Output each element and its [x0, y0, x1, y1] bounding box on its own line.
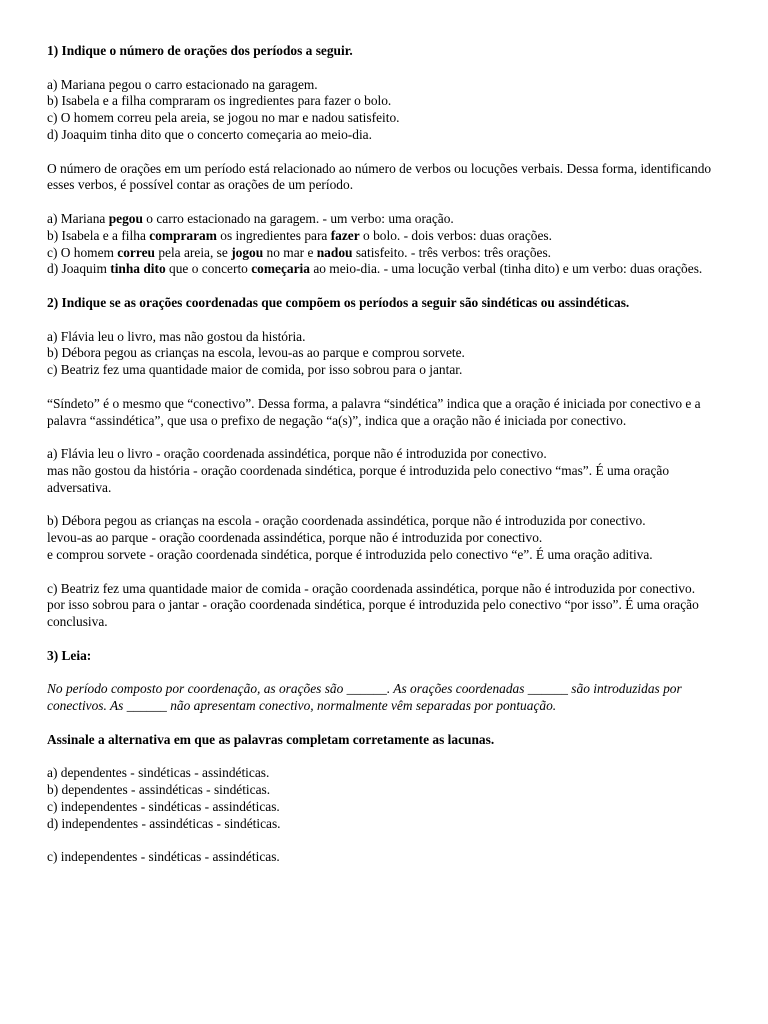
- question-2-explanation: “Síndeto” é o mesmo que “conectivo”. Dessa forma, a palavra “sindética” indica que a oração é iniciada por conectivo e a palavra “assindética”, que usa o prefixo de negação “a(s)”, indica que a oração não é iniciada por conectivo.: [47, 395, 701, 428]
- answer-line: b) Isabela e a filha compraram os ingredientes para fazer o bolo. - dois verbos: duas orações.: [47, 227, 552, 243]
- answer-line: levou-as ao parque - oração coordenada assindética, porque não é introduzida por conectivo.: [47, 530, 543, 546]
- answer-line: d) Joaquim tinha dito que o concerto começaria ao meio-dia. - uma locução verbal (tinha dito) e um verbo: duas orações.: [47, 261, 703, 277]
- question-1-explanation: O número de orações em um período está relacionado ao número de verbos ou locuções verbais. Dessa forma, identificando esses verbos, é possível contar as orações de um período.: [47, 160, 712, 193]
- question-3-options: [47, 765, 727, 832]
- question-2-answer-a: [47, 446, 727, 496]
- question-3-title: 3) Leia:: [47, 647, 92, 663]
- question-1-title: 1) Indique o número de orações dos períodos a seguir.: [47, 43, 353, 58]
- question-2-title: 2) Indique se as orações coordenadas que compõem os períodos a seguir são sindéticas ou assindéticas.: [47, 294, 630, 310]
- option-item: a) dependentes - sindéticas - assindéticas.: [47, 765, 270, 781]
- option-item: b) dependentes - assindéticas - sindéticas.: [47, 782, 271, 798]
- list-item: b) Débora pegou as crianças na escola, levou-as ao parque e comprou sorvete.: [47, 345, 465, 361]
- question-2-answer-b: [47, 513, 727, 563]
- answer-line: b) Débora pegou as crianças na escola - oração coordenada assindética, porque não é introduzida por conectivo.: [47, 513, 646, 529]
- question-2-items: [47, 329, 727, 379]
- question-1-answers: [47, 211, 727, 278]
- option-item: c) independentes - sindéticas - assindéticas.: [47, 798, 280, 814]
- answer-line: mas não gostou da história - oração coordenada sindética, porque é introduzida pelo conectivo “mas”. É uma oração adversativa.: [47, 462, 670, 495]
- list-item: b) Isabela e a filha compraram os ingredientes para fazer o bolo.: [47, 93, 392, 109]
- document-page: [47, 43, 727, 866]
- list-item: a) Mariana pegou o carro estacionado na garagem.: [47, 76, 318, 92]
- option-item: d) independentes - assindéticas - sindéticas.: [47, 815, 281, 831]
- list-item: d) Joaquim tinha dito que o concerto começaria ao meio-dia.: [47, 126, 372, 142]
- answer-line: c) O homem correu pela areia, se jogou no mar e nadou satisfeito. - três verbos: três orações.: [47, 244, 552, 260]
- question-2-answer-c: [47, 581, 727, 631]
- question-3-instruction: Assinale a alternativa em que as palavras completam corretamente as lacunas.: [47, 731, 495, 747]
- answer-line: c) Beatriz fez uma quantidade maior de comida - oração coordenada assindética, porque não é introduzida por conectivo.: [47, 580, 696, 596]
- question-3-answer: c) independentes - sindéticas - assindéticas.: [47, 849, 280, 865]
- list-item: a) Flávia leu o livro, mas não gostou da história.: [47, 328, 306, 344]
- list-item: c) Beatriz fez uma quantidade maior de comida, por isso sobrou para o jantar.: [47, 362, 463, 378]
- question-1-items: [47, 77, 727, 144]
- answer-line: por isso sobrou para o jantar - oração coordenada sindética, porque é introduzida pelo conectivo “por isso”. É uma oração conclusiva.: [47, 597, 699, 630]
- question-3-quote: No período composto por coordenação, as orações são ______. As orações coordenadas ______ são introduzidas por conectivos. As ______ não apresentam conectivo, normalmente vêm separadas por pontuação.: [47, 681, 682, 714]
- list-item: c) O homem correu pela areia, se jogou no mar e nadou satisfeito.: [47, 110, 400, 126]
- answer-line: e comprou sorvete - oração coordenada sindética, porque é introduzida pelo conectivo “e”. É uma oração aditiva.: [47, 546, 653, 562]
- answer-line: a) Flávia leu o livro - oração coordenada assindética, porque não é introduzida por conectivo.: [47, 446, 547, 462]
- answer-line: a) Mariana pegou o carro estacionado na garagem. - um verbo: uma oração.: [47, 210, 454, 226]
